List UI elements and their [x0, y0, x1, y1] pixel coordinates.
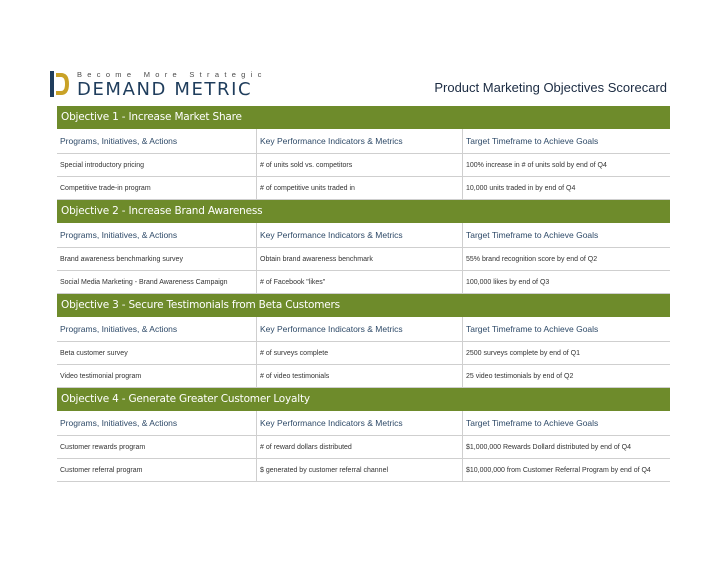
- column-header-programs: Programs, Initiatives, & Actions: [57, 317, 257, 341]
- column-header-row: [57, 411, 670, 436]
- program-cell: Customer referral program: [57, 459, 257, 481]
- objective-header: Objective 3 - Secure Testimonials from Beta Customers: [57, 294, 670, 317]
- table-row: [57, 459, 670, 482]
- table-row: [57, 177, 670, 200]
- kpi-cell: $ generated by customer referral channel: [257, 459, 463, 481]
- column-header-kpi: Key Performance Indicators & Metrics: [257, 223, 463, 247]
- program-cell: Beta customer survey: [57, 342, 257, 364]
- kpi-cell: # of Facebook "likes": [257, 271, 463, 293]
- table-row: [57, 342, 670, 365]
- timeframe-cell: $1,000,000 Rewards Dollard distributed by end of Q4: [466, 443, 631, 451]
- kpi-cell: # of video testimonials: [257, 365, 463, 387]
- objective-header: Objective 2 - Increase Brand Awareness: [57, 200, 670, 223]
- objective-header: Objective 1 - Increase Market Share: [57, 106, 670, 129]
- kpi-cell: # of competitive units traded in: [257, 177, 463, 199]
- program-cell: Competitive trade-in program: [57, 177, 257, 199]
- logo-tagline: Become More Strategic: [77, 70, 267, 79]
- column-header-row: [57, 129, 670, 154]
- scorecard-table: [57, 106, 670, 482]
- table-row: [57, 154, 670, 177]
- table-row: [57, 271, 670, 294]
- column-header-programs: Programs, Initiatives, & Actions: [57, 129, 257, 153]
- logo-brand-name: DEMAND METRIC: [77, 79, 253, 100]
- program-cell: Special introductory pricing: [57, 154, 257, 176]
- kpi-cell: # of units sold vs. competitors: [257, 154, 463, 176]
- demand-metric-logo-icon: [50, 71, 70, 97]
- table-row: [57, 248, 670, 271]
- table-row: [57, 365, 670, 388]
- timeframe-cell: 100,000 likes by end of Q3: [466, 278, 550, 286]
- program-cell: Customer rewards program: [57, 436, 257, 458]
- kpi-cell: # of surveys complete: [257, 342, 463, 364]
- column-header-kpi: Key Performance Indicators & Metrics: [257, 411, 463, 435]
- table-row: [57, 436, 670, 459]
- timeframe-cell: 55% brand recognition score by end of Q2: [466, 255, 598, 263]
- column-header-row: [57, 223, 670, 248]
- page-title: Product Marketing Objectives Scorecard: [434, 80, 667, 95]
- objective-section: [57, 106, 670, 200]
- program-cell: Brand awareness benchmarking survey: [57, 248, 257, 270]
- timeframe-cell: 25 video testimonials by end of Q2: [466, 372, 574, 380]
- objective-section: [57, 200, 670, 294]
- objective-header: Objective 4 - Generate Greater Customer Loyalty: [57, 388, 670, 411]
- objective-section: [57, 294, 670, 388]
- column-header-timeframe: Target Timeframe to Achieve Goals: [466, 136, 599, 146]
- kpi-cell: # of reward dollars distributed: [257, 436, 463, 458]
- timeframe-cell: 10,000 units traded in by end of Q4: [466, 184, 576, 192]
- timeframe-cell: $10,000,000 from Customer Referral Program by end of Q4: [466, 466, 651, 474]
- column-header-timeframe: Target Timeframe to Achieve Goals: [466, 324, 599, 334]
- column-header-programs: Programs, Initiatives, & Actions: [57, 223, 257, 247]
- column-header-kpi: Key Performance Indicators & Metrics: [257, 317, 463, 341]
- column-header-timeframe: Target Timeframe to Achieve Goals: [466, 418, 599, 428]
- column-header-kpi: Key Performance Indicators & Metrics: [257, 129, 463, 153]
- timeframe-cell: 2500 surveys complete by end of Q1: [466, 349, 581, 357]
- column-header-row: [57, 317, 670, 342]
- kpi-cell: Obtain brand awareness benchmark: [257, 248, 463, 270]
- column-header-programs: Programs, Initiatives, & Actions: [57, 411, 257, 435]
- company-logo: [50, 70, 267, 100]
- program-cell: Social Media Marketing - Brand Awareness Campaign: [57, 271, 257, 293]
- objective-section: [57, 388, 670, 482]
- program-cell: Video testimonial program: [57, 365, 257, 387]
- column-header-timeframe: Target Timeframe to Achieve Goals: [466, 230, 599, 240]
- timeframe-cell: 100% increase in # of units sold by end of Q4: [466, 161, 607, 169]
